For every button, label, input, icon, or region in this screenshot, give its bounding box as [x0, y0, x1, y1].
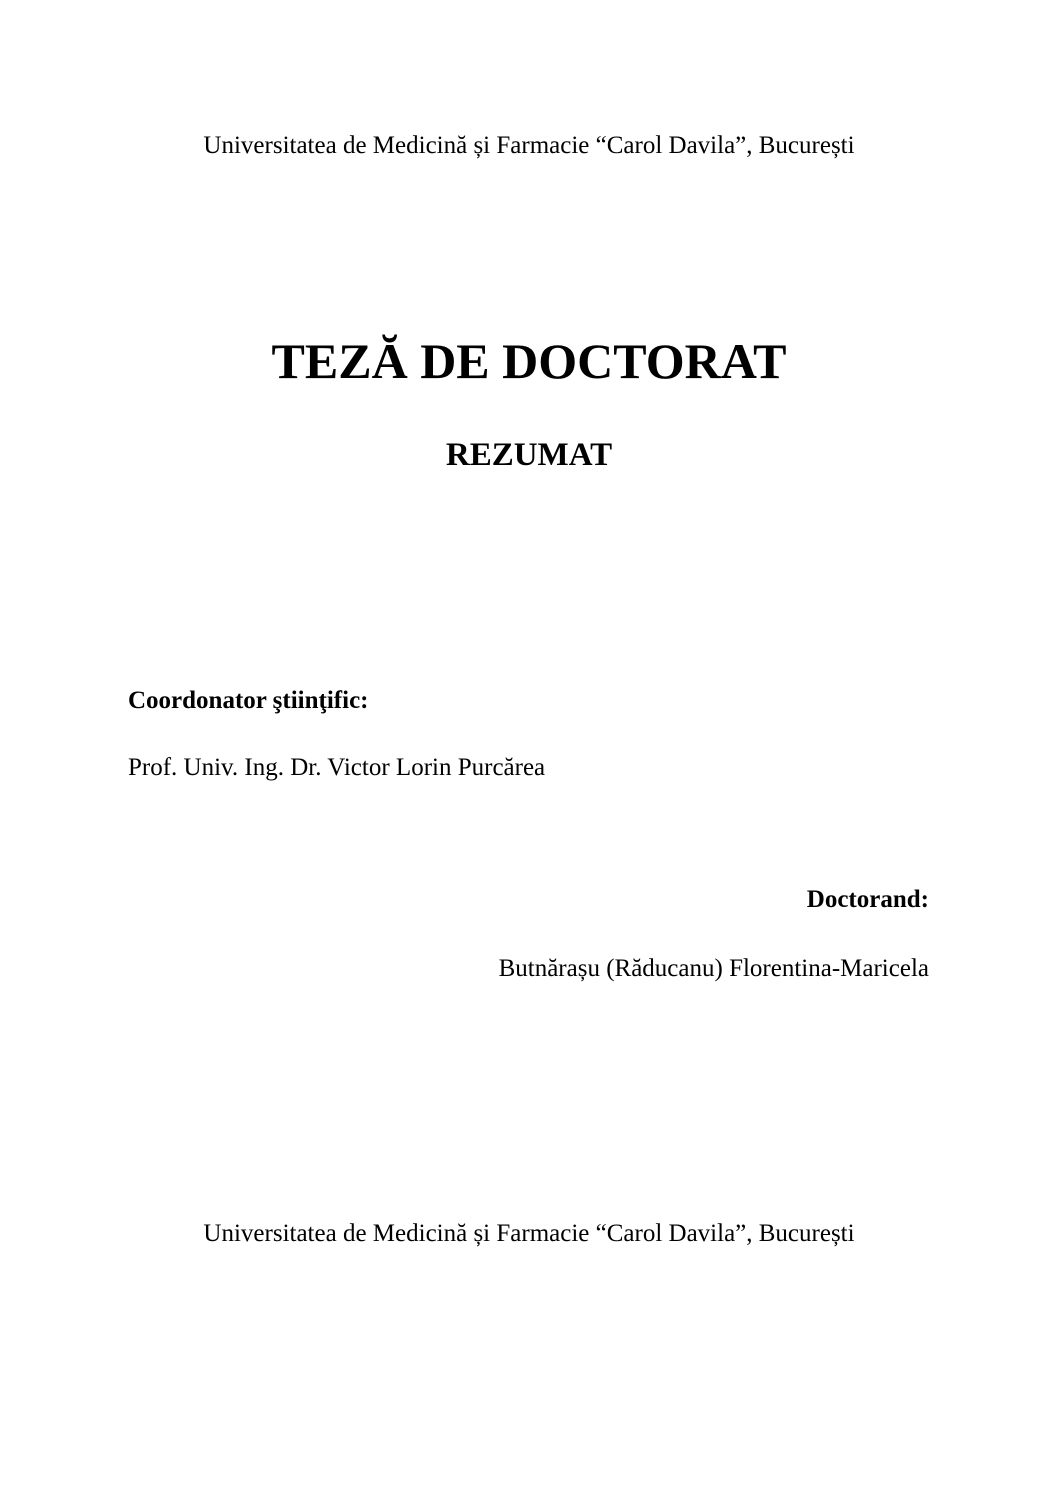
university-header: Universitatea de Medicină și Farmacie “Carol Davila”, București — [203, 132, 855, 159]
candidate-name: Butnărașu (Răducanu) Florentina-Maricela — [498, 955, 929, 982]
university-footer: Universitatea de Medicină și Farmacie “Carol Davila”, București — [203, 1220, 855, 1247]
thesis-title: TEZĂ DE DOCTORAT — [271, 333, 787, 389]
supervisor-name: Prof. Univ. Ing. Dr. Victor Lorin Purcărea — [128, 754, 546, 781]
supervisor-label: Coordonator ştiinţific: — [128, 687, 369, 714]
candidate-label: Doctorand: — [806, 886, 929, 913]
abstract-subtitle: REZUMAT — [445, 437, 613, 473]
